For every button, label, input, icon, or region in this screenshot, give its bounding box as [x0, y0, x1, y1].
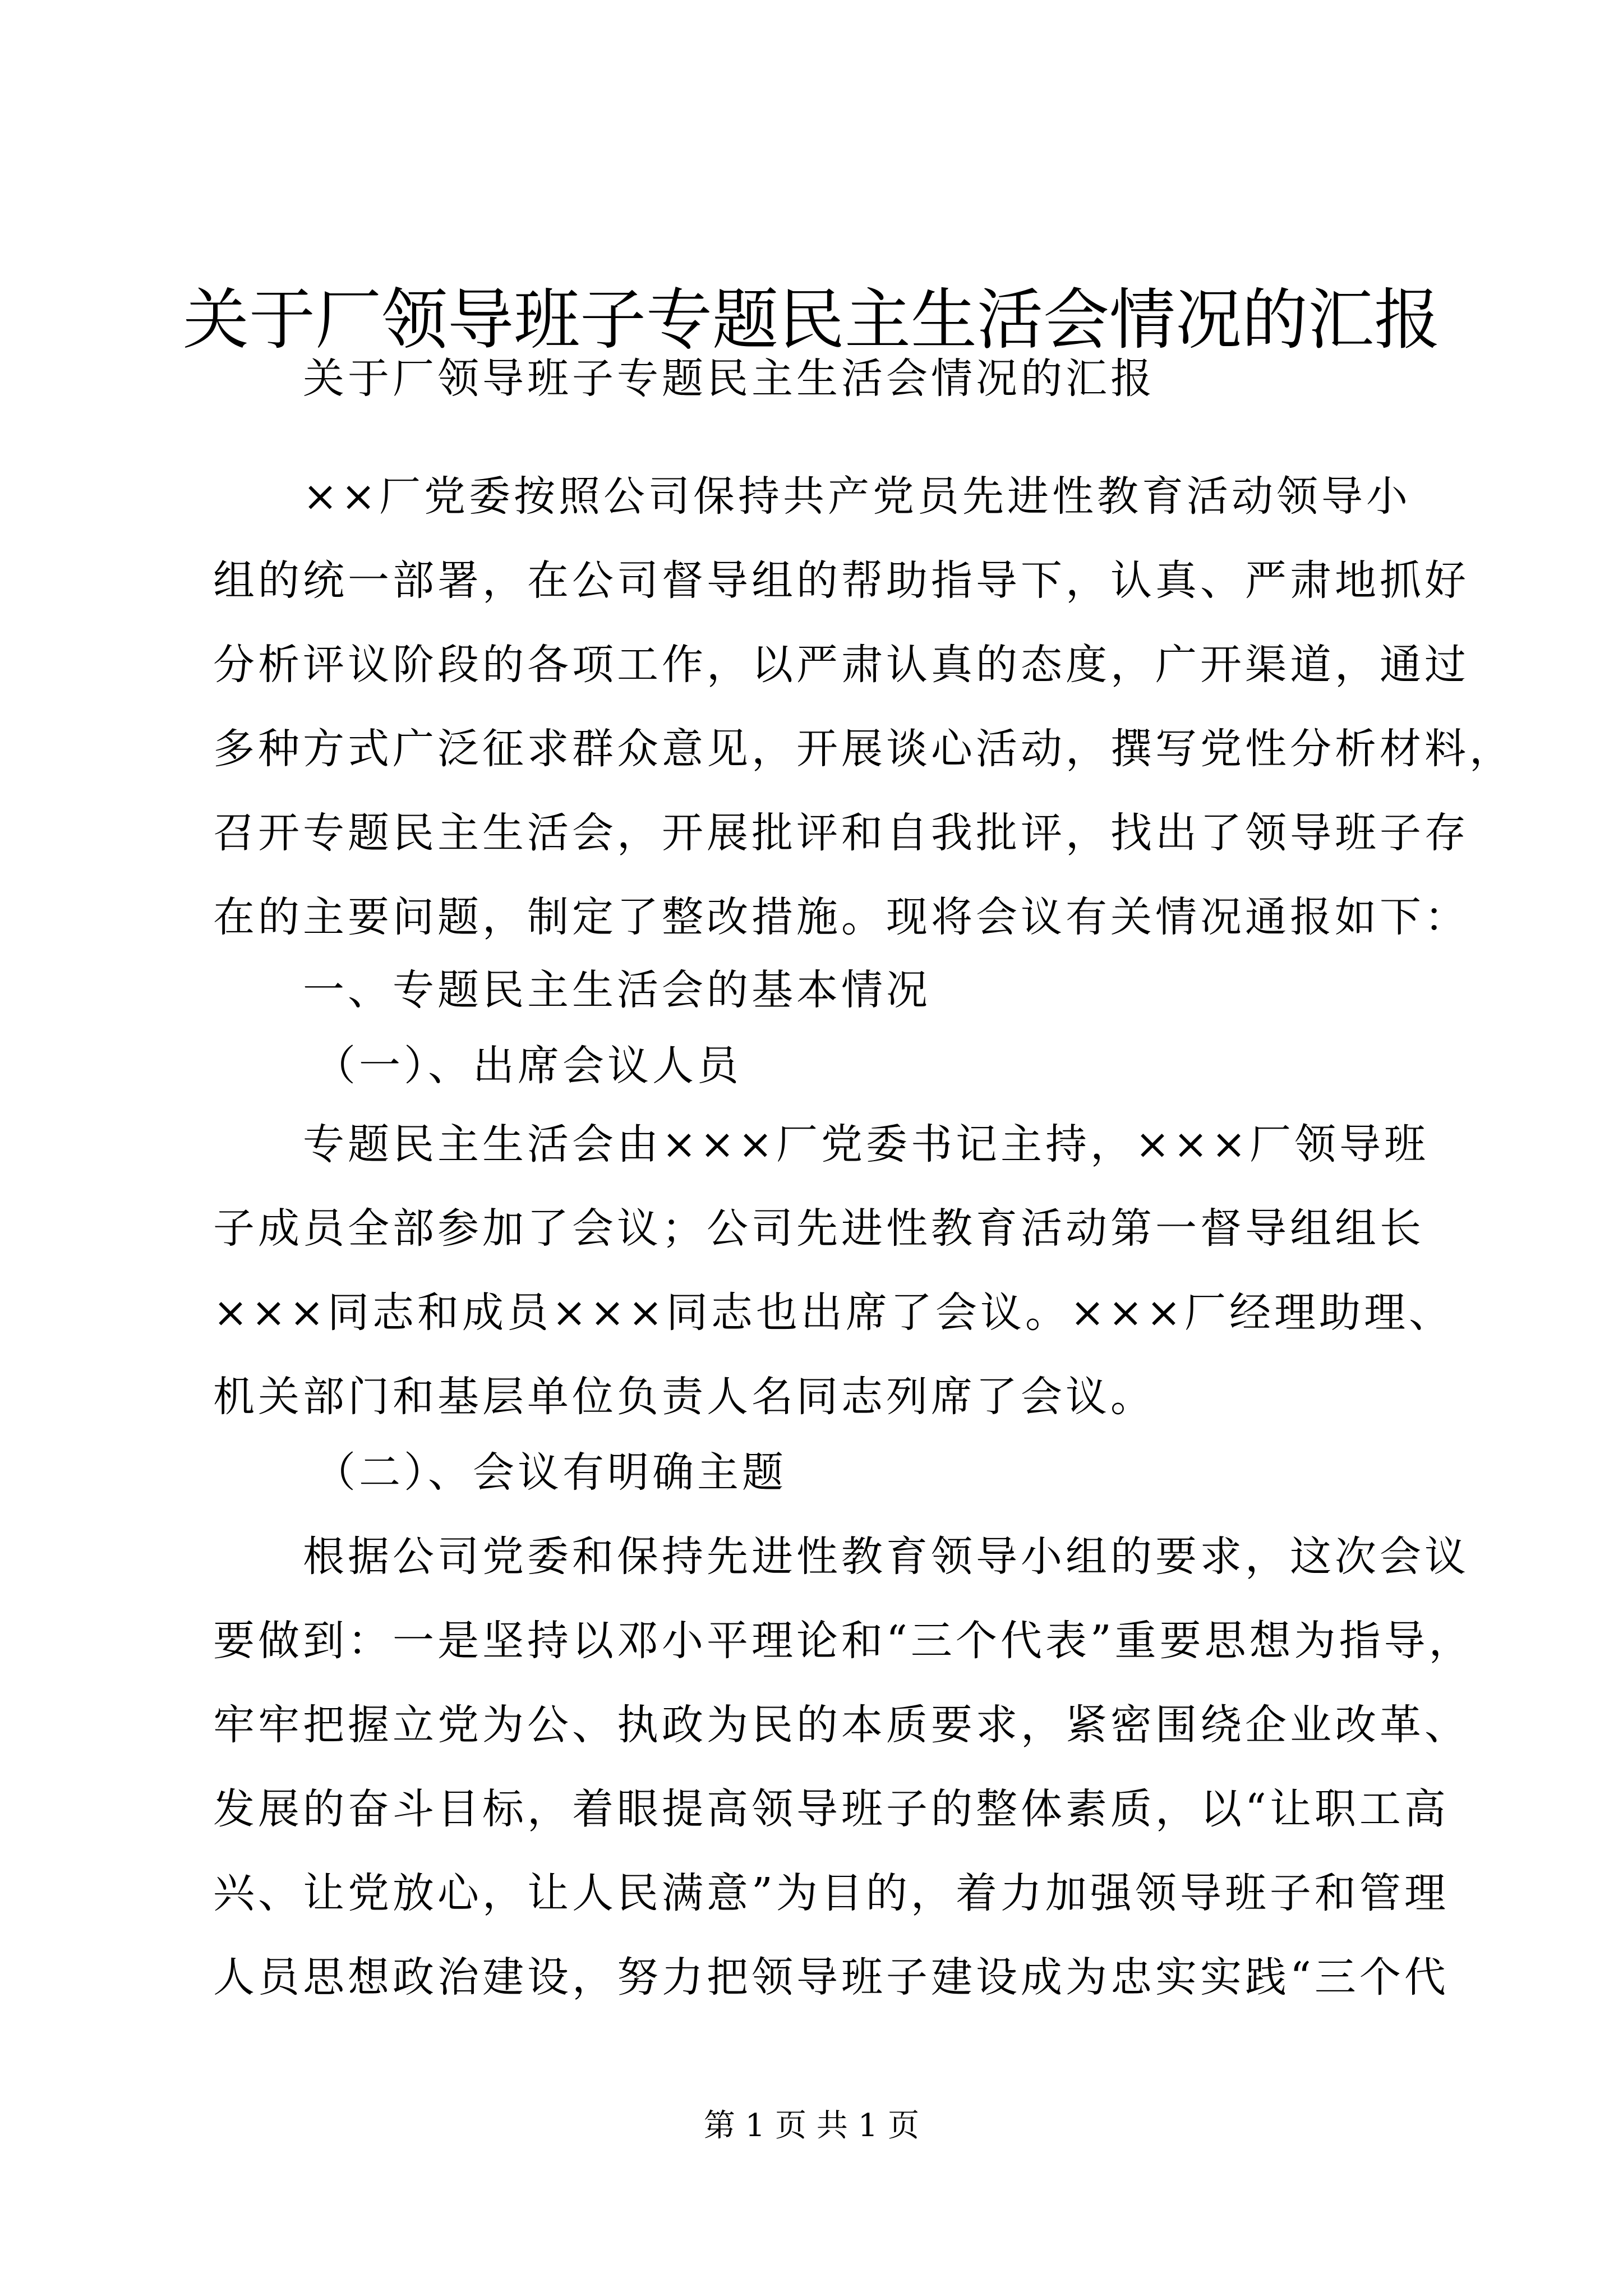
document-title: 关于厂领导班子专题民主生活会情况的汇报 — [182, 281, 1440, 358]
body-line: 发展的奋斗目标，着眼提高领导班子的整体素质，以“让职工高 — [213, 1785, 1449, 1833]
body-line: 子成员全部参加了会议；公司先进性教育活动第一督导组组长 — [213, 1204, 1424, 1253]
body-line: 召开专题民主生活会，开展批评和自我批评，找出了领导班子存 — [213, 809, 1469, 857]
body-line: 机关部门和基层单位负责人名同志列席了会议。 — [213, 1373, 1155, 1421]
body-line: 牢牢把握立党为公、执政为民的本质要求，紧密围绕企业改革、 — [213, 1701, 1469, 1749]
body-line: 在的主要问题，制定了整改措施。现将会议有关情况通报如下： — [213, 893, 1469, 941]
section-heading: 一、专题民主生活会的基本情况 — [303, 966, 931, 1014]
body-line: 要做到：一是坚持以邓小平理论和“三个代表”重要思想为指导， — [213, 1617, 1474, 1665]
body-line: 分析评议阶段的各项工作，以严肃认真的态度，广开渠道，通过 — [213, 641, 1469, 689]
page-footer: 第 1 页 共 1 页 — [703, 2108, 920, 2144]
body-line-subtitle: 关于厂领导班子专题民主生活会情况的汇报 — [303, 355, 1155, 403]
body-line: ××厂党委按照公司保持共产党员先进性教育活动领导小 — [303, 472, 1412, 521]
body-line: 专题民主生活会由×××厂党委书记主持，×××厂领导班 — [303, 1120, 1430, 1168]
body-line: 兴、让党放心，让人民满意”为目的，着力加强领导班子和管理 — [213, 1869, 1449, 1917]
body-line: 人员思想政治建设，努力把领导班子建设成为忠实实践“三个代 — [213, 1953, 1449, 2001]
subsection-heading: （二）、会议有明确主题 — [314, 1448, 787, 1497]
subsection-heading: （一）、出席会议人员 — [314, 1042, 742, 1090]
body-line: 根据公司党委和保持先进性教育领导小组的要求，这次会议 — [303, 1533, 1469, 1581]
body-line: 组的统一部署，在公司督导组的帮助指导下，认真、严肃地抓好 — [213, 556, 1469, 605]
body-line: 多种方式广泛征求群众意见，开展谈心活动，撰写党性分析材料， — [213, 725, 1514, 773]
body-line: ×××同志和成员×××同志也出席了会议。×××厂经理助理、 — [213, 1289, 1454, 1337]
